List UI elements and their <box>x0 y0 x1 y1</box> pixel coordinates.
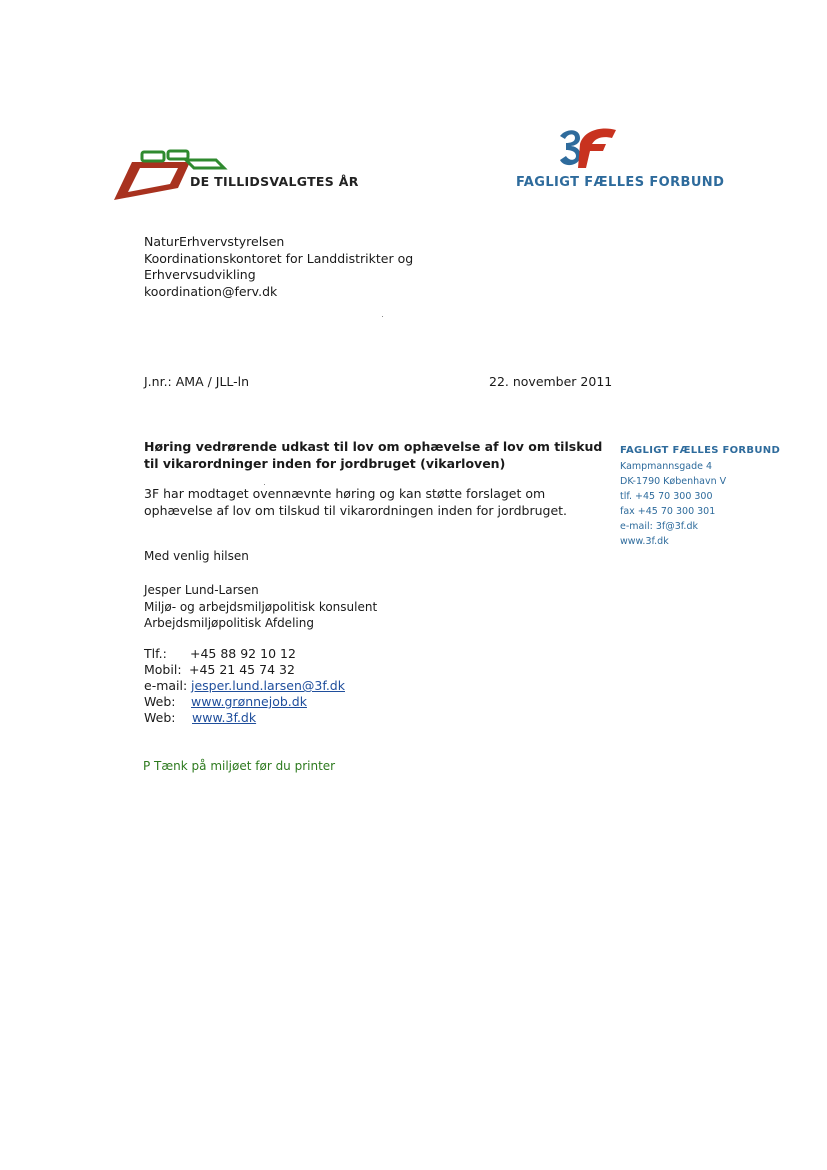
signature-name: Jesper Lund-Larsen <box>144 583 259 597</box>
contact-label: Tlf.: <box>144 646 167 661</box>
3f-logo <box>556 124 620 172</box>
recipient-line: NaturErhvervstyrelsen <box>144 234 285 249</box>
letter-body: 3F har modtaget ovennævnte høring og kan støtte forslaget om ophævelse af lov om tilskud til vikarordningen inden for jordbruget. <box>144 486 568 518</box>
signature-title: Miljø- og arbejdsmiljøpolitisk konsulent <box>144 599 378 614</box>
contact-block <box>144 646 345 726</box>
3f-logo-text: FAGLIGT FÆLLES FORBUND <box>516 175 725 190</box>
letter-date: 22. november 2011 <box>489 374 613 389</box>
environment-note: P Tænk på miljøet før du printer <box>143 759 336 773</box>
logo-green-box-1 <box>142 152 164 161</box>
contact-label: Web: <box>144 694 176 709</box>
contact-web-row <box>144 694 345 710</box>
email-link[interactable]: jesper.lund.larsen@3f.dk <box>191 678 345 693</box>
contact-label: Web: <box>144 710 176 725</box>
3f-logo-blue-mark <box>560 130 580 165</box>
recipient-line: Koordinationskontoret for Landdistrikter og <box>144 250 414 266</box>
contact-label: Mobil: <box>144 662 182 677</box>
sidebar-line: fax +45 70 300 301 <box>620 506 716 517</box>
logo-red-frame <box>114 162 190 200</box>
sidebar-org-name: FAGLIGT FÆLLES FORBUND <box>620 445 781 456</box>
contact-phone-value: +45 88 92 10 12 <box>190 646 296 661</box>
web-link-gronnejob[interactable]: www.grønnejob.dk <box>191 694 307 709</box>
sender-sidebar <box>620 443 780 549</box>
sidebar-line: tlf. +45 70 300 300 <box>620 491 713 502</box>
contact-web-row <box>144 710 345 726</box>
contact-phone-row <box>144 646 345 662</box>
scan-speck <box>382 316 383 317</box>
recipient-line: Erhvervsudvikling <box>144 267 256 282</box>
logo-green-box-2 <box>168 151 188 159</box>
sidebar-line: Kampmannsgade 4 <box>620 461 713 472</box>
contact-mobile-row <box>144 662 345 678</box>
sidebar-line: www.3f.dk <box>620 536 669 547</box>
journal-number: J.nr.: AMA / JLL-ln <box>144 374 250 389</box>
web-link-3f[interactable]: www.3f.dk <box>192 710 257 725</box>
sidebar-line: e-mail: 3f@3f.dk <box>620 521 698 532</box>
contact-email-row <box>144 678 345 694</box>
contact-label: e-mail: <box>144 678 188 693</box>
letter-subject: Høring vedrørende udkast til lov om ophævelse af lov om tilskud til vikarordninger inden for jordbruget (vikarloven) <box>144 439 603 471</box>
scan-speck <box>264 484 265 485</box>
sidebar-line: DK-1790 København V <box>620 476 727 487</box>
recipient-address <box>144 234 413 300</box>
signature-department: Arbejdsmiljøpolitisk Afdeling <box>144 616 314 630</box>
logo-green-box-3 <box>186 160 224 168</box>
3f-logo-red-mark <box>578 129 616 168</box>
greeting: Med venlig hilsen <box>144 549 249 563</box>
tillidsvalgtes-logo-text: DE TILLIDSVALGTES ÅR <box>190 174 359 189</box>
contact-mobile-value: +45 21 45 74 32 <box>189 662 295 677</box>
recipient-email: koordination@ferv.dk <box>144 283 278 299</box>
signature-block <box>144 582 377 632</box>
